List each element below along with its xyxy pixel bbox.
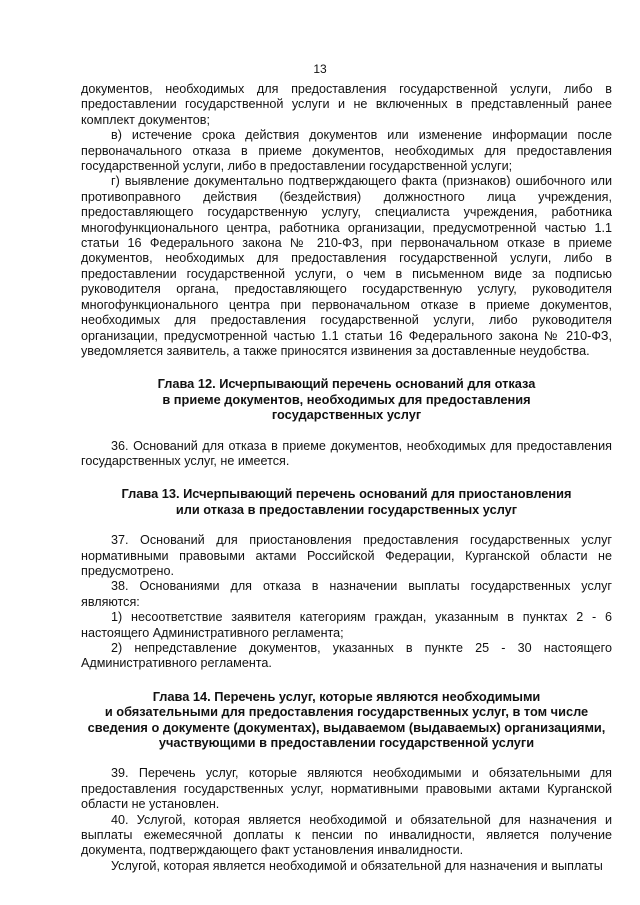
heading-line: государственных услуг: [271, 407, 422, 423]
heading-line: или отказа в предоставлении государственных услуг: [175, 501, 518, 517]
paragraph-38-item-1: 1) несоответствие заявителя категориям граждан, указанным в пунктах 2 - 6 настоящего Административного регламента;: [81, 610, 612, 640]
chapter-14-heading: [81, 689, 612, 751]
page-number: 13: [313, 62, 327, 76]
heading-line: Глава 12. Исчерпывающий перечень оснований для отказа: [157, 376, 536, 392]
document-body: [81, 82, 612, 874]
paragraph-item-v: в) истечение срока действия документов или изменение информации после первоначального отказа в приеме документов, необходимых для предоставления государственной услуги, либо в предоставлении государственной услуги;: [81, 128, 612, 174]
paragraph-item-g: г) выявление документально подтверждающего факта (признаков) ошибочного или противоправного действия (бездействия) должностного лица учреждения, предоставляющего государственную услугу, специалиста учреждения, работника многофункционального центра, работника организации, предусмотренной частью 1.1 статьи 16 Федерального закона № 210-ФЗ, при первоначальном отказе в приеме документов, необходимых для предоставления государственной услуги, либо в предоставлении государственной услуги, о чем в письменном виде за подписью руководителя органа, предоставляющего государственную услугу, руководителя многофункционального центра при первоначальном отказе в приеме документов, необходимых для предоставления государственной услуги, либо руководителя организации, предусмотренной частью 1.1 статьи 16 Федерального закона № 210-ФЗ, уведомляется заявитель, а также приносятся извинения за доставленные неудобства.: [81, 174, 612, 358]
heading-line: участвующими в предоставлении государственной услуги: [158, 735, 535, 751]
paragraph-40-continued: Услугой, которая является необходимой и обязательной для назначения и выплаты: [111, 858, 603, 873]
heading-line: Глава 13. Исчерпывающий перечень оснований для приостановления: [121, 486, 572, 502]
paragraph-39: 39. Перечень услуг, которые являются необходимыми и обязательными для предоставления государственных услуг, нормативными правовыми актами Курганской области не установлен.: [81, 766, 612, 812]
paragraph-40: 40. Услугой, которая является необходимой и обязательной для назначения и выплаты ежемесячной доплаты к пенсии по инвалидности, является получение документа, подтверждающего факт установления инвалидности.: [81, 812, 612, 858]
paragraph-37: 37. Оснований для приостановления предоставления государственных услуг нормативными правовыми актами Российской Федерации, Курганской области не предусмотрено.: [81, 533, 612, 578]
paragraph-38-item-2: 2) непредставление документов, указанных в пункте 25 - 30 настоящего Административного регламента.: [81, 641, 612, 671]
paragraph-36: 36. Оснований для отказа в приеме документов, необходимых для предоставления государственных услуг, не имеется.: [81, 438, 612, 468]
paragraph-continuation: документов, необходимых для предоставления государственной услуги, либо в предоставлении государственной услуги и не включенных в представленный ранее комплект документов;: [81, 82, 612, 127]
chapter-13-heading: [81, 486, 612, 517]
heading-line: и обязательными для предоставления государственных услуг, в том числе: [104, 704, 589, 720]
heading-line: в приеме документов, необходимых для предоставления: [162, 391, 531, 407]
chapter-12-heading: [81, 376, 612, 422]
heading-line: сведения о документе (документах), выдаваемом (выдаваемых) организациями,: [87, 719, 606, 735]
paragraph-38: 38. Основаниями для отказа в назначении выплаты государственных услуг являются:: [81, 579, 612, 609]
heading-line: Глава 14. Перечень услуг, которые являются необходимыми: [152, 688, 541, 704]
